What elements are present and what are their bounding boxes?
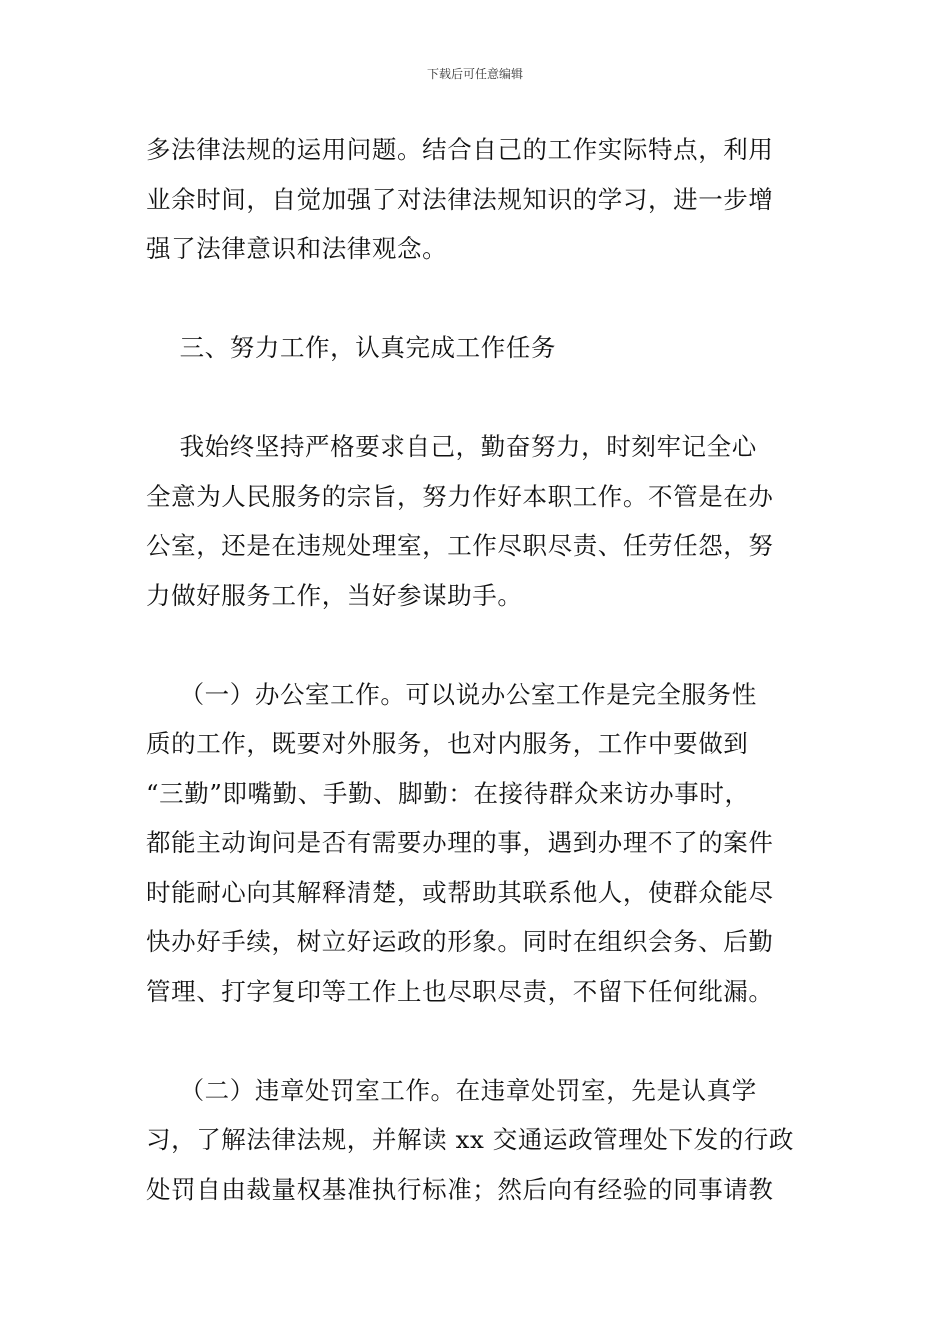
text-line: 习，了解法律法规，并解读 xx 交通运政管理处下发的行政 bbox=[146, 1125, 795, 1154]
paragraph-spacer bbox=[146, 1016, 806, 1066]
section-heading bbox=[146, 323, 806, 373]
text-line: 质的工作，既要对外服务，也对内服务，工作中要做到 bbox=[146, 729, 749, 758]
text-line: 快办好手续，树立好运政的形象。同时在组织会务、后勤 bbox=[146, 927, 774, 956]
text-line: 管理、打字复印等工作上也尽职尽责，不留下任何纰漏。 bbox=[146, 976, 774, 1006]
heading-line: 三、努力工作，认真完成工作任务 bbox=[146, 333, 557, 362]
document-body bbox=[146, 125, 806, 1214]
text-line: 力做好服务工作，当好参谋助手。 bbox=[146, 580, 523, 610]
paragraph-spacer bbox=[146, 274, 806, 324]
paragraph-3 bbox=[146, 422, 806, 620]
text-line: （二）违章处罚室工作。在违章处罚室，先是认真学 bbox=[146, 1075, 757, 1105]
paragraph-4 bbox=[146, 670, 806, 1017]
text-line: 公室，还是在违规处理室，工作尽职尽责、任劳任怨，努 bbox=[146, 531, 774, 560]
paragraph-5 bbox=[146, 1066, 806, 1215]
text-line: 业余时间，自觉加强了对法律法规知识的学习，进一步增 bbox=[146, 184, 774, 214]
paragraph-spacer bbox=[146, 373, 806, 423]
text-line: 时能耐心向其解释清楚，或帮助其联系他人，使群众能尽 bbox=[146, 877, 774, 907]
text-line: 都能主动询问是否有需要办理的事，遇到办理不了的案件 bbox=[146, 828, 774, 857]
paragraph-spacer bbox=[146, 620, 806, 670]
text-line: 我始终坚持严格要求自己，勤奋努力，时刻牢记全心 bbox=[146, 432, 757, 461]
text-line: 全意为人民服务的宗旨，努力作好本职工作。不管是在办 bbox=[146, 481, 774, 511]
text-line: （一）办公室工作。可以说办公室工作是完全服务性 bbox=[146, 679, 757, 709]
text-line: 多法律法规的运用问题。结合自己的工作实际特点，利用 bbox=[146, 135, 774, 164]
text-line: “三勤”即嘴勤、手勤、脚勤：在接待群众来访办事时， bbox=[146, 778, 750, 808]
text-line: 处罚自由裁量权基准执行标准；然后向有经验的同事请教 bbox=[146, 1174, 774, 1204]
paragraph-1 bbox=[146, 125, 806, 274]
text-line: 强了法律意识和法律观念。 bbox=[146, 234, 448, 263]
page-header: 下载后可任意编辑 bbox=[426, 67, 523, 81]
